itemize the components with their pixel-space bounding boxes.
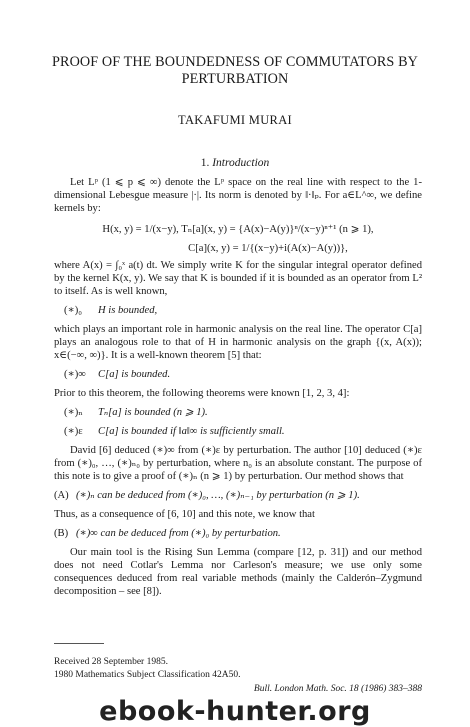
subject-classification: 1980 Mathematics Subject Classification 42A50. (54, 670, 241, 680)
equation-kernels-1: H(x, y) = 1/(x−y), Tₙ[a](x, y) = {A(x)−A(y)}ⁿ/(x−y)ⁿ⁺¹ (n ⩾ 1), (102, 224, 374, 235)
statement-B (54, 527, 422, 540)
paragraph-2: where A(x) = ∫₀ˣ a(t) dt. We simply write K for the singular integral operator defined by the kernel K(x, y). We say that K is bounded if it is bounded as an operator from L² to itself. As is well known, (54, 260, 422, 297)
paragraph-4: Prior to this theorem, the following theorems were known [1, 2, 3, 4]: (54, 388, 350, 399)
received-date: Received 28 September 1985. (54, 657, 168, 667)
title-line-2: PERTURBATION (181, 71, 289, 87)
statement-text: H is bounded, (98, 305, 158, 316)
statement-star-infinity (64, 368, 422, 381)
footnote-rule (54, 643, 104, 644)
statement-tag: (B) (54, 528, 69, 539)
statement-star-0 (64, 304, 422, 317)
statement-text: C[a] is bounded if ‖a‖∞ is sufficiently small. (98, 426, 285, 437)
watermark-text: ebook-hunter.org (99, 696, 371, 727)
section-heading (0, 157, 470, 169)
paragraph-7: Our main tool is the Rising Sun Lemma (compare [12, p. 31]) and our method does not need Cotlar's Lemma nor Carleson's measure; we use only some consequences deduced from real variable methods (mainly the Calderón–Zygmund decomposition – see [8]). (54, 547, 422, 597)
body-text (54, 176, 422, 598)
statement-label: (∗)ε (64, 426, 83, 437)
paragraph-5: David [6] deduced (∗)∞ from (∗)ε by perturbation. The author [10] deduced (∗)ε from (∗)₀, …, (∗)ₙ₀ by perturbation, where n₀ is an absolute constant. The purpose of this note is to give a proof of (∗)ₙ (n ⩾ 1) by perturbation. Our method shows that (54, 445, 422, 482)
paragraph-6: Thus, as a consequence of [6, 10] and this note, we know that (54, 509, 315, 520)
section-name: Introduction (212, 157, 270, 169)
author-name: TAKAFUMI MURAI (178, 113, 292, 127)
equation-kernels-2: C[a](x, y) = 1/{(x−y)+i(A(x)−A(y))}, (188, 243, 348, 254)
statement-star-epsilon (64, 425, 422, 438)
statement-text: Tₙ[a] is bounded (n ⩾ 1). (98, 407, 208, 418)
section-number: 1. (200, 157, 210, 169)
title-line-1: PROOF OF THE BOUNDEDNESS OF COMMUTATORS BY (52, 54, 418, 70)
statement-text: (∗)∞ can be deduced from (∗)₀ by perturbation. (76, 528, 281, 539)
statement-tag: (A) (54, 490, 69, 501)
journal-citation: Bull. London Math. Soc. 18 (1986) 383–388 (253, 684, 422, 694)
statement-A (54, 489, 422, 502)
statement-label: (∗)ₙ (64, 407, 83, 418)
statement-label: (∗)₀ (64, 305, 82, 316)
paper-title (40, 54, 430, 88)
paragraph-1: Let Lᵖ (1 ⩽ p ⩽ ∞) denote the Lᵖ space on the real line with respect to the 1-dimensional Lebesgue measure |·|. Its norm is denoted by ‖·‖ₚ. For a∈L^∞, we define kernels by: (54, 177, 422, 214)
watermark-bar (0, 697, 470, 727)
paragraph-3: which plays an important role in harmonic analysis on the real line. The operator C[a] plays an analogous role to that of H in harmonic analysis on the graph {(x, A(x)); x∈(−∞, ∞)}. It is a well-known theorem [5] that: (54, 324, 422, 361)
statement-label: (∗)∞ (64, 369, 86, 380)
statement-text: (∗)ₙ can be deduced from (∗)₀, …, (∗)ₙ₋₁ by perturbation (n ⩾ 1). (76, 490, 360, 501)
statement-star-n (64, 406, 422, 419)
statement-text: C[a] is bounded. (98, 369, 171, 380)
